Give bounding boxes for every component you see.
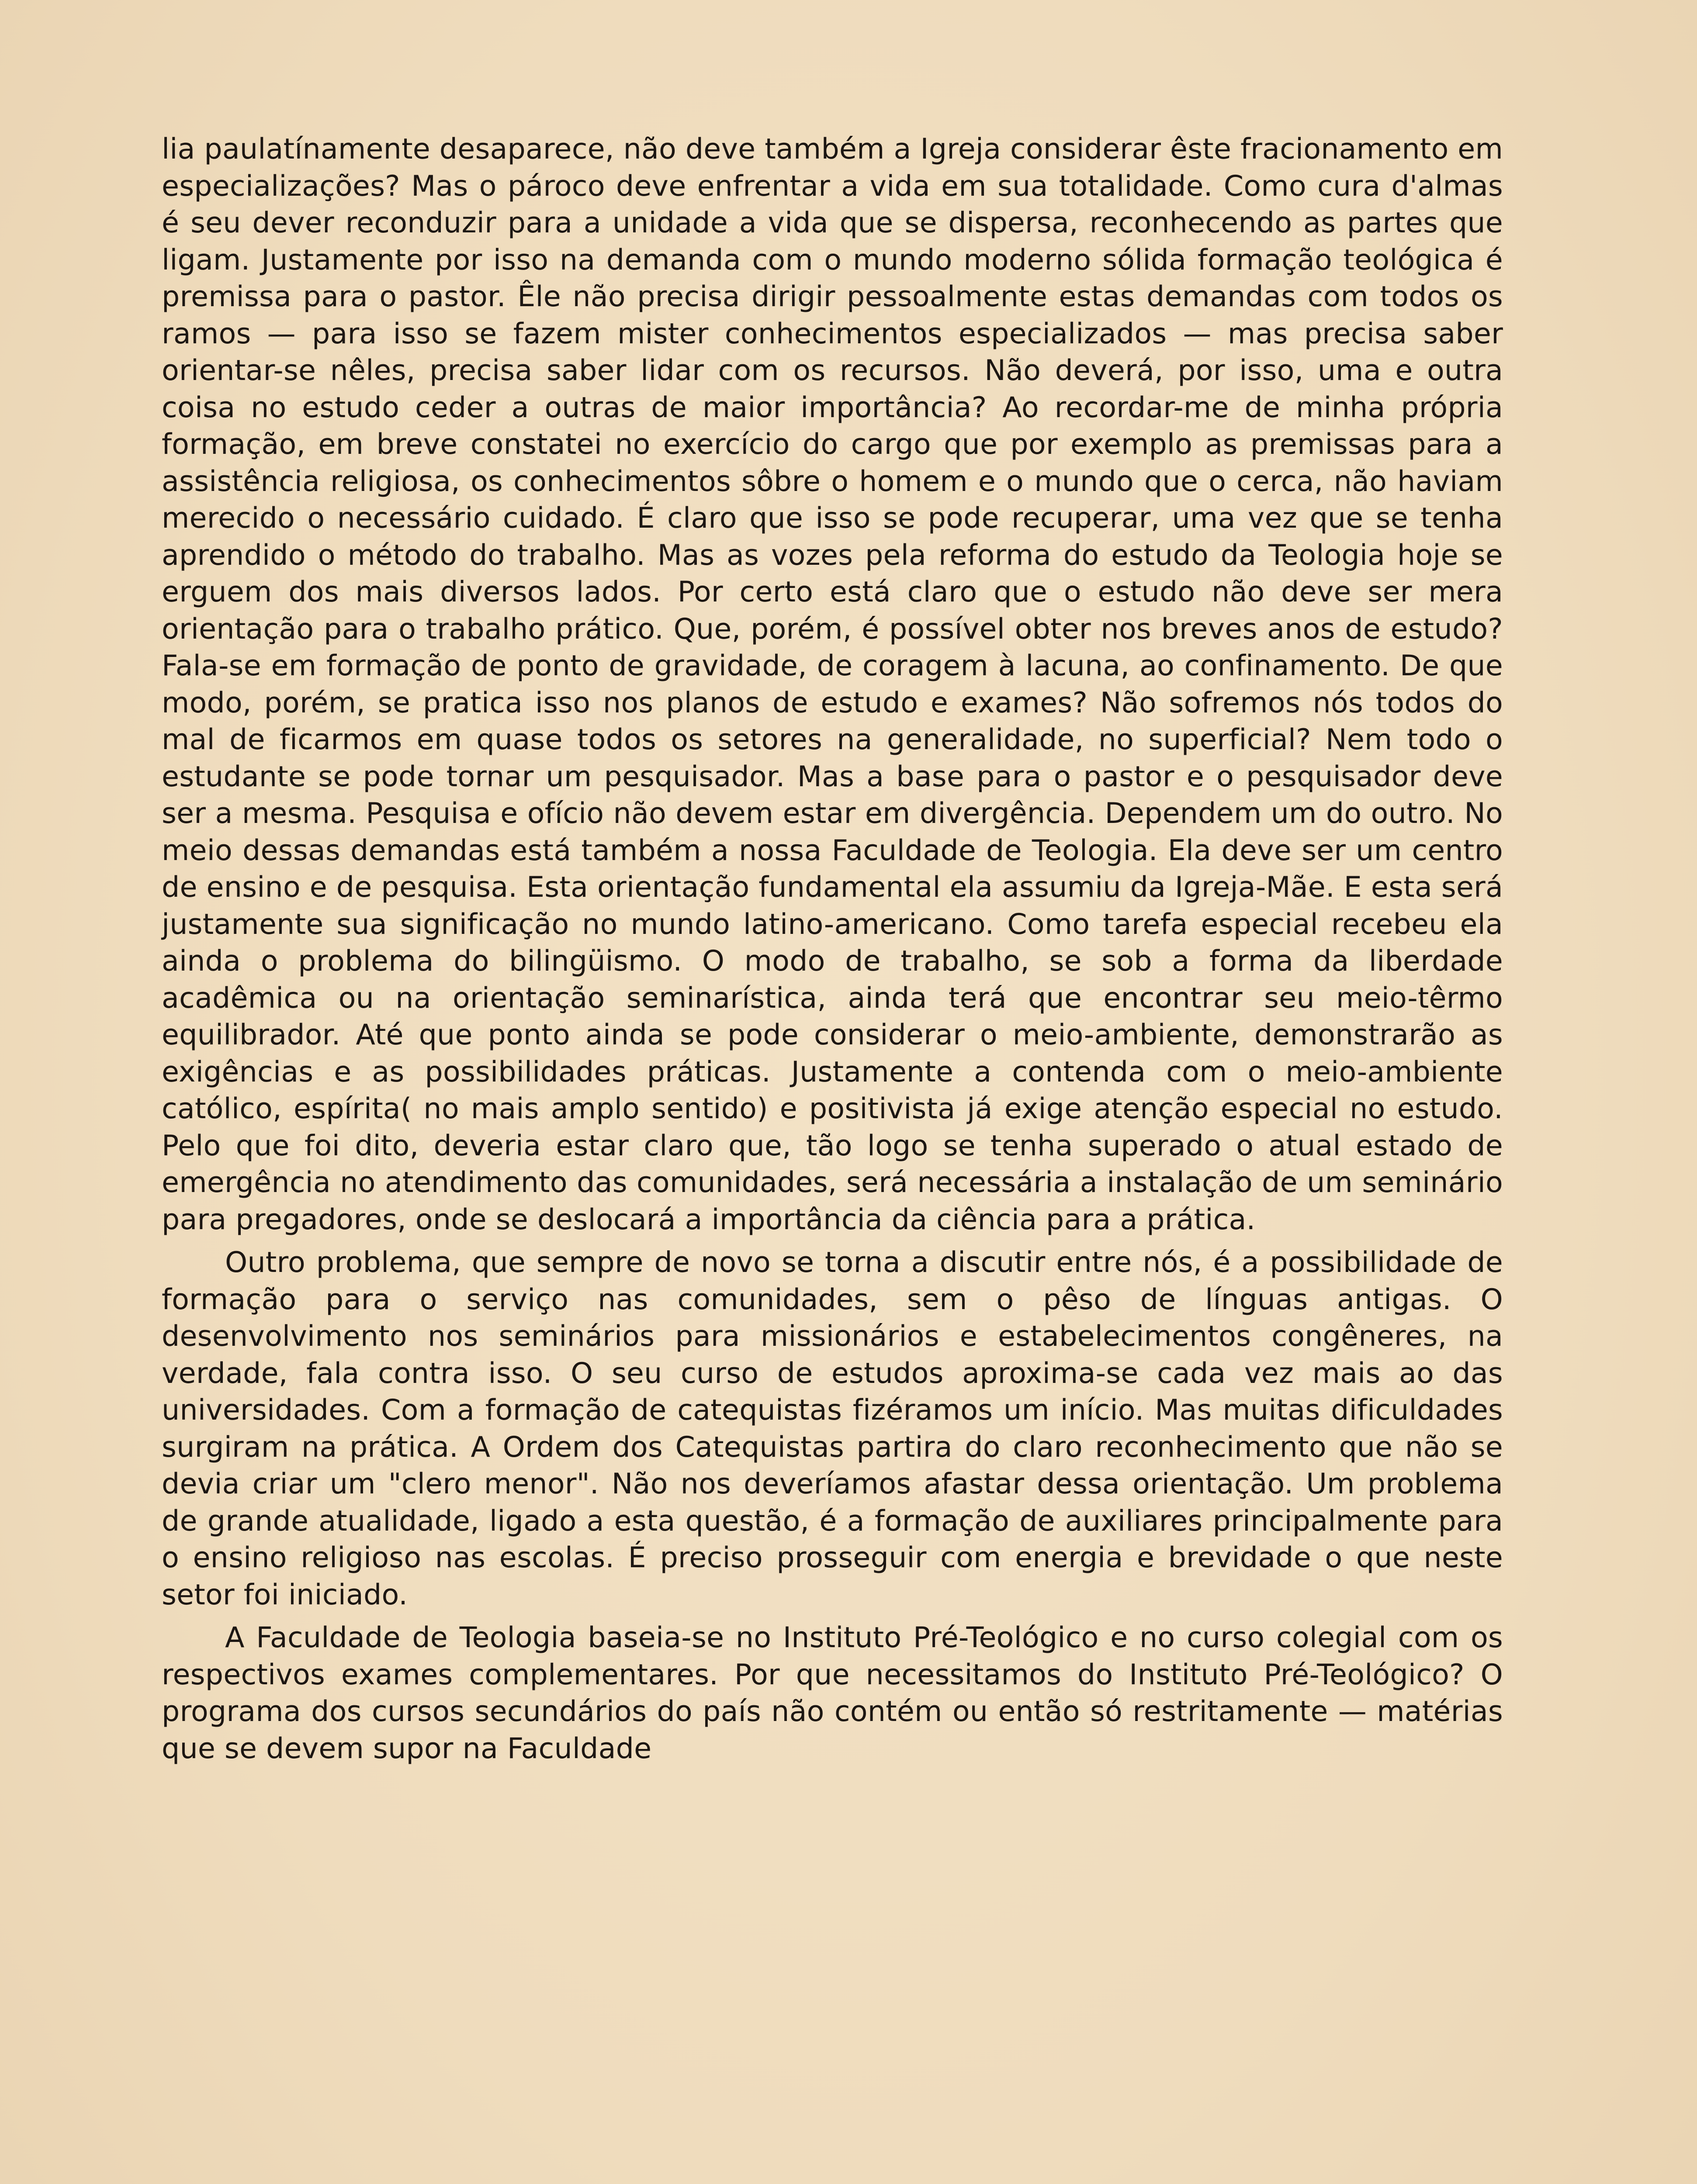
body-text — [162, 131, 1503, 1773]
paragraph-2: Outro problema, que sempre de novo se torna a discutir entre nós, é a possibilidade de formação para o serviço nas comunidades, sem o pêso de línguas antigas. O desenvolvimento nos seminários para missionários e estabelecimentos congêneres, na verdade, fala contra isso. O seu curso de estudos aproxima-se cada vez mais ao das universidades. Com a formação de catequistas fizéramos um início. Mas muitas dificuldades surgiram na prática. A Ordem dos Catequistas partira do claro reconhecimento que não se devia criar um "clero menor". Não nos deveríamos afastar dessa orientação. Um problema de grande atualidade, ligado a esta questão, é a formação de auxiliares principalmente para o ensino religioso nas escolas. É preciso prosseguir com energia e brevidade o que neste setor foi iniciado. — [162, 1246, 1503, 1611]
paragraph-1: lia paulatínamente desaparece, não deve também a Igreja considerar êste fracionamento em especializações? Mas o pároco deve enfrentar a vida em sua totalidade. Como cura d'almas é seu dever reconduzir para a unidade a vida que se dispersa, reconhecendo as partes que ligam. Justamente por isso na demanda com o mundo moderno sólida formação teológica é premissa para o pastor. Êle não precisa dirigir pessoalmente estas demandas com todos os ramos — para isso se fazem mister conhecimentos especializados — mas precisa saber orientar-se nêles, precisa saber lidar com os recursos. Não deverá, por isso, uma e outra coisa no estudo ceder a outras de maior importância? Ao recordar-me de minha própria formação, em breve constatei no exercício do cargo que por exemplo as premissas para a assistência religiosa, os conhecimentos sôbre o homem e o mundo que o cerca, não haviam merecido o necessário cuidado. É claro que isso se pode recuperar, uma vez que se tenha aprendido o método do trabalho. Mas as vozes pela reforma do estudo da Teologia hoje se erguem dos mais diversos lados. Por certo está claro que o estudo não deve ser mera orientação para o trabalho prático. Que, porém, é possível obter nos breves anos de estudo? Fala-se em formação de ponto de gravidade, de coragem à lacuna, ao confinamento. De que modo, porém, se pratica isso nos planos de estudo e exames? Não sofremos nós todos do mal de ficarmos em quase todos os setores na generalidade, no superficial? Nem todo o estudante se pode tornar um pesquisador. Mas a base para o pastor e o pesquisador deve ser a mesma. Pesquisa e ofício não devem estar em divergência. Dependem um do outro. No meio dessas demandas está também a nossa Faculdade de Teologia. Ela deve ser um centro de ensino e de pesquisa. Esta orientação fundamental ela assumiu da Igreja-Mãe. E esta será justamente sua significação no mundo latino-americano. Como tarefa especial recebeu ela ainda o problema do bilingüismo. O modo de trabalho, se sob a forma da liberdade acadêmica ou na orientação seminarística, ainda terá que encontrar seu meio-têrmo equilibrador. Até que ponto ainda se pode considerar o meio-ambiente, demonstrarão as exigências e as possibilidades práticas. Justamente a contenda com o meio-ambiente católico, espírita( no mais amplo sentido) e positivista já exige atenção especial no estudo. Pelo que foi dito, deveria estar claro que, tão logo se tenha superado o atual estado de emergência no atendimento das comunidades, será necessária a instalação de um seminário para pregadores, onde se deslocará a importância da ciência para a prática. — [162, 133, 1503, 1236]
paragraph-3: A Faculdade de Teologia baseia-se no Instituto Pré-Teológico e no curso colegial com os respectivos exames complementares. Por que necessitamos do Instituto Pré-Teológico? O programa dos cursos secundários do país não contém ou então só restritamente — matérias que se devem supor na Faculdade — [162, 1621, 1503, 1765]
